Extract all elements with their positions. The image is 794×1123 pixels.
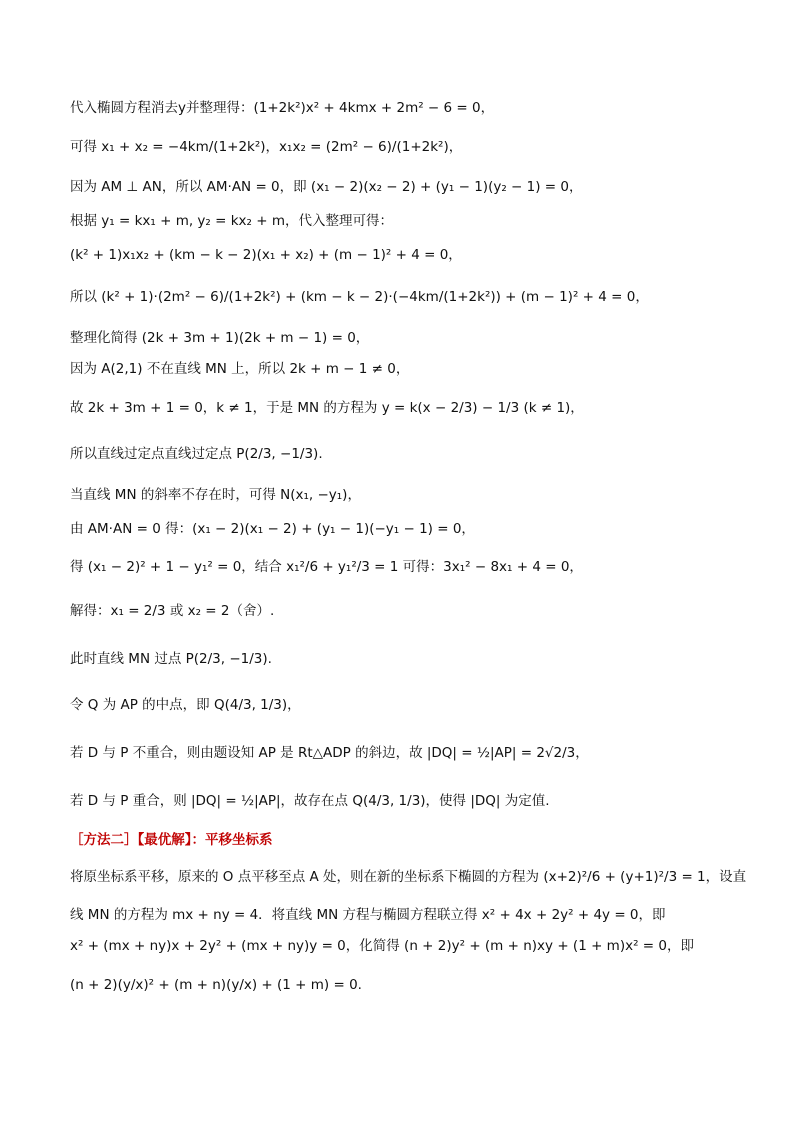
text-line: 故 2k + 3m + 1 = 0，k ≠ 1，于是 MN 的方程为 y = k(x − 2/3) − 1/3 (k ≠ 1)， xyxy=(70,400,584,416)
text-line: (k² + 1)x₁x₂ + (km − k − 2)(x₁ + x₂) + (m − 1)² + 4 = 0， xyxy=(70,247,462,263)
text-line: 令 Q 为 AP 的中点，即 Q(4/3, 1/3)， xyxy=(70,697,301,713)
text-line: 线 MN 的方程为 mx + ny = 4．将直线 MN 方程与椭圆方程联立得 x² + 4x + 2y² + 4y = 0，即 xyxy=(70,907,666,923)
text-line: 将原坐标系平移，原来的 O 点平移至点 A 处，则在新的坐标系下椭圆的方程为 (x+2)²/6 + (y+1)²/3 = 1，设直 xyxy=(70,869,747,885)
text-line: 解得：x₁ = 2/3 或 x₂ = 2（舍）. xyxy=(70,603,275,619)
text-line: 若 D 与 P 不重合，则由题设知 AP 是 Rt△ADP 的斜边，故 |DQ| = ½|AP| = 2√2/3， xyxy=(70,745,589,761)
text-line: 此时直线 MN 过点 P(2/3, −1/3). xyxy=(70,651,272,667)
text-line: 得 (x₁ − 2)² + 1 − y₁² = 0，结合 x₁²/6 + y₁²/3 = 1 可得：3x₁² − 8x₁ + 4 = 0， xyxy=(70,559,583,575)
text-line: x² + (mx + ny)x + 2y² + (mx + ny)y = 0，化简得 (n + 2)y² + (m + n)xy + (1 + m)x² = 0，即 xyxy=(70,938,694,954)
text-line: 所以 (k² + 1)·(2m² − 6)/(1+2k²) + (km − k − 2)·(−4km/(1+2k²)) + (m − 1)² + 4 = 0， xyxy=(70,289,649,305)
text-line: 根据 y₁ = kx₁ + m, y₂ = kx₂ + m，代入整理可得： xyxy=(70,213,393,229)
text-line: 当直线 MN 的斜率不存在时，可得 N(x₁, −y₁)， xyxy=(70,487,361,503)
text-line: 整理化简得 (2k + 3m + 1)(2k + m − 1) = 0， xyxy=(70,330,370,346)
text-line: 若 D 与 P 重合，则 |DQ| = ½|AP|，故存在点 Q(4/3, 1/3)，使得 |DQ| 为定值. xyxy=(70,793,550,809)
text-line: 因为 AM ⊥ AN，所以 AM·AN = 0，即 (x₁ − 2)(x₂ − 2) + (y₁ − 1)(y₂ − 1) = 0， xyxy=(70,179,583,195)
text-line: 所以直线过定点直线过定点 P(2/3, −1/3). xyxy=(70,446,323,462)
text-line: (n + 2)(y/x)² + (m + n)(y/x) + (1 + m) = 0. xyxy=(70,977,362,993)
text-line: 因为 A(2,1) 不在直线 MN 上，所以 2k + m − 1 ≠ 0， xyxy=(70,361,410,377)
text-line: 代入椭圆方程消去y并整理得：(1+2k²)x² + 4kmx + 2m² − 6 = 0， xyxy=(70,100,495,116)
text-line: 可得 x₁ + x₂ = −4km/(1+2k²)，x₁x₂ = (2m² − 6)/(1+2k²)， xyxy=(70,139,463,155)
text-line: 由 AM·AN = 0 得：(x₁ − 2)(x₁ − 2) + (y₁ − 1)(−y₁ − 1) = 0， xyxy=(70,521,475,537)
section-heading: ［方法二］【最优解】：平移坐标系 xyxy=(70,832,273,848)
